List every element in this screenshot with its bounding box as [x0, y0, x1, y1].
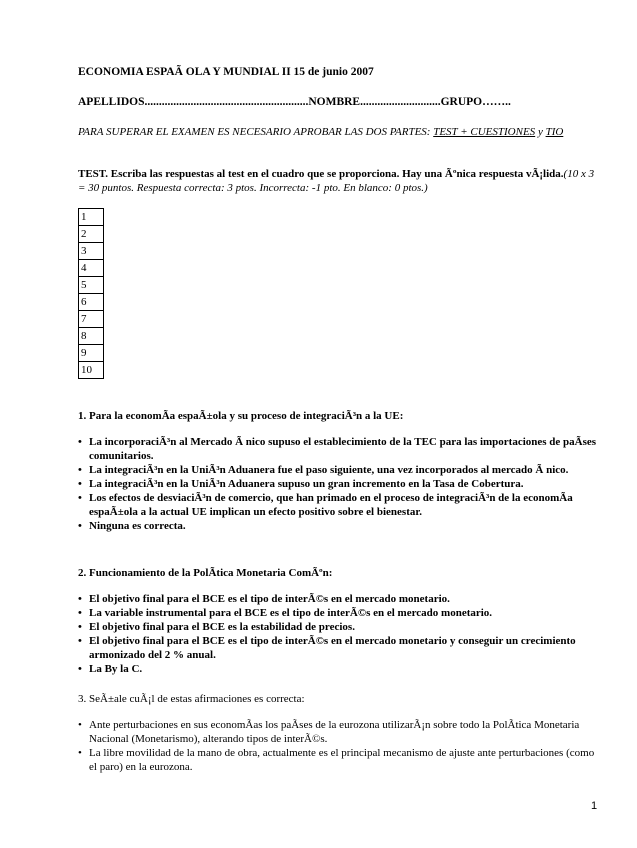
- option[interactable]: • Ante perturbaciones en sus economÃas los paÃses de la eurozona utilizarÃ¡n sobre todo la PolÃtica Monetaria Nacional (Monetarismo), alterando tipos de interÃ©s.: [78, 718, 603, 746]
- exam-title: ECONOMIA ESPAÃ OLA Y MUNDIAL II 15 de junio 2007: [78, 66, 374, 78]
- notice-text: PARA SUPERAR EL EXAMEN ES NECESARIO APROBAR LAS DOS PARTES:: [78, 126, 434, 138]
- option[interactable]: • La libre movilidad de la mano de obra, actualmente es el principal mecanismo de ajuste ante perturbaciones (como el paro) en la eurozona.: [78, 746, 603, 774]
- option[interactable]: • La incorporaciÃ³n al Mercado Ã nico supuso el establecimiento de la TEC para las importaciones de paÃses comunitarios.: [78, 435, 603, 463]
- answer-row: [79, 226, 104, 243]
- exam-notice: [78, 125, 598, 139]
- question-title: 1. Para la economÃa espaÃ±ola y su proceso de integraciÃ³n a la UE:: [78, 410, 404, 422]
- answer-cell[interactable]: 9: [79, 345, 104, 362]
- option[interactable]: • Ninguna es correcta.: [78, 519, 603, 533]
- answer-row: [79, 311, 104, 328]
- notice-underlined-2: TIO: [545, 126, 564, 138]
- answer-row: [79, 260, 104, 277]
- option[interactable]: • El objetivo final para el BCE es el tipo de interÃ©s en el mercado monetario y conseguir un crecimiento armonizado del 2 % anual.: [78, 634, 603, 662]
- notice-connector: y: [535, 126, 546, 138]
- test-scoring: (10 x 3 = 30 puntos. Respuesta correcta: 3 ptos. Incorrecta: -1 pto. En blanco: 0 ptos.): [78, 168, 595, 194]
- question-options: [78, 718, 603, 774]
- test-instructions-bold: TEST. Escriba las respuestas al test en el cuadro que se proporciona. Hay una Ãºnica respuesta vÃ¡lida.: [78, 168, 564, 180]
- student-header-line: APELLIDOS.........................................................NOMBRE............................GRUPO……..: [78, 96, 511, 108]
- answer-row: [79, 345, 104, 362]
- option[interactable]: • El objetivo final para el BCE es el tipo de interÃ©s en el mercado monetario.: [78, 592, 603, 606]
- option[interactable]: • La integraciÃ³n en la UniÃ³n Aduanera supuso un gran incremento en la Tasa de Cobertura.: [78, 477, 603, 491]
- notice-underlined: TEST + CUESTIONES: [433, 126, 536, 138]
- option[interactable]: • El objetivo final para el BCE es la estabilidad de precios.: [78, 620, 603, 634]
- answer-row: [79, 328, 104, 345]
- answer-table: [78, 208, 104, 379]
- option[interactable]: • Los efectos de desviaciÃ³n de comercio, que han primado en el proceso de integraciÃ³n de la economÃa espaÃ±ola a la actual UE implican un efecto positivo sobre el bienestar.: [78, 491, 603, 519]
- question-options: [78, 592, 603, 676]
- answer-cell[interactable]: 1: [79, 209, 104, 226]
- answer-cell[interactable]: 3: [79, 243, 104, 260]
- answer-row: [79, 277, 104, 294]
- question-2: [78, 566, 603, 676]
- question-options: [78, 435, 603, 533]
- answer-row: [79, 294, 104, 311]
- answer-cell[interactable]: 8: [79, 328, 104, 345]
- answer-cell[interactable]: 5: [79, 277, 104, 294]
- answer-row: [79, 243, 104, 260]
- answer-cell[interactable]: 10: [79, 362, 104, 379]
- test-instructions: [78, 167, 598, 195]
- question-title: 2. Funcionamiento de la PolÃtica Monetaria ComÃºn:: [78, 567, 333, 579]
- option[interactable]: • La variable instrumental para el BCE es el tipo de interÃ©s en el mercado monetario.: [78, 606, 603, 620]
- question-title: 3. SeÃ±ale cuÃ¡l de estas afirmaciones es correcta:: [78, 693, 305, 705]
- answer-row: [79, 362, 104, 379]
- answer-cell[interactable]: 2: [79, 226, 104, 243]
- option[interactable]: • La integraciÃ³n en la UniÃ³n Aduanera fue el paso siguiente, una vez incorporados al mercado Ã nico.: [78, 463, 603, 477]
- question-3: [78, 692, 603, 774]
- answer-cell[interactable]: 7: [79, 311, 104, 328]
- answer-cell[interactable]: 4: [79, 260, 104, 277]
- answer-cell[interactable]: 6: [79, 294, 104, 311]
- page-number: 1: [591, 800, 598, 812]
- question-1: [78, 409, 603, 533]
- option[interactable]: • La By la C.: [78, 662, 603, 676]
- answer-row: [79, 209, 104, 226]
